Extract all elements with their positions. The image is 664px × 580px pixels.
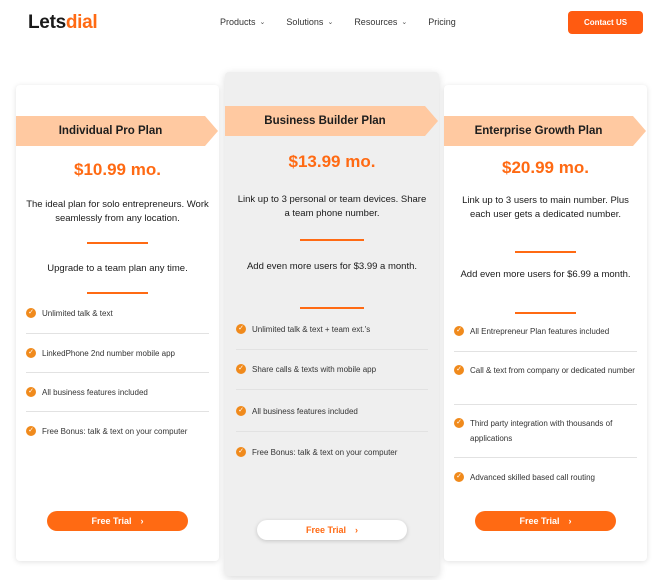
feature-item	[26, 306, 209, 321]
chevron-down-icon: ⌄	[259, 19, 266, 26]
plan-subtext: Upgrade to a team plan any time.	[47, 263, 188, 274]
free-trial-label: Free Trial	[305, 525, 347, 535]
feature-item	[454, 416, 637, 446]
feature-text: Third party integration with thousands of applications	[470, 419, 613, 443]
feature-item	[454, 363, 637, 378]
check-circle-icon: ✓	[236, 364, 246, 374]
free-trial-button[interactable]	[257, 520, 407, 540]
check-circle-icon: ✓	[26, 308, 36, 318]
plan-description: Link up to 3 users to main number. Plus each user gets a dedicated number.	[462, 195, 629, 220]
plan-title: Business Builder Plan	[225, 106, 425, 136]
feature-item	[26, 385, 209, 400]
plan-subtext: Add even more users for $6.99 a month.	[460, 269, 631, 280]
feature-divider	[454, 351, 637, 352]
feature-item	[236, 445, 428, 460]
check-circle-icon: ✓	[236, 324, 246, 334]
feature-text: Advanced skilled based call routing	[470, 473, 595, 482]
check-circle-icon: ✓	[454, 472, 464, 482]
feature-text: All business features included	[252, 407, 358, 416]
divider	[300, 307, 364, 309]
plan-card-enterprise-growth	[444, 85, 647, 561]
feature-divider	[454, 404, 637, 405]
feature-item	[26, 346, 209, 361]
chevron-right-icon: ›	[140, 516, 144, 526]
logo-text-dial: dial	[65, 12, 98, 33]
feature-text: All Entrepreneur Plan features included	[470, 327, 610, 336]
free-trial-label: Free Trial	[519, 516, 560, 526]
check-circle-icon: ✓	[454, 326, 464, 336]
plan-price: $13.99 mo.	[288, 152, 376, 171]
free-trial-label: Free Trial	[91, 516, 132, 526]
chevron-right-icon: ›	[355, 525, 359, 535]
chevron-down-icon: ⌄	[327, 19, 334, 26]
plan-description: The ideal plan for solo entrepreneurs. Work seamlessly from any location.	[26, 199, 209, 224]
check-circle-icon: ✓	[26, 387, 36, 397]
nav-solutions[interactable]	[286, 17, 333, 27]
check-circle-icon: ✓	[26, 348, 36, 358]
feature-item	[26, 424, 209, 439]
nav-resources[interactable]	[354, 17, 407, 27]
feature-text: All business features included	[42, 388, 148, 397]
check-circle-icon: ✓	[236, 447, 246, 457]
feature-item	[236, 404, 428, 419]
check-circle-icon: ✓	[454, 365, 464, 375]
chevron-down-icon: ⌄	[401, 19, 408, 26]
chevron-right-icon: ›	[568, 516, 572, 526]
plan-subtext: Add even more users for $3.99 a month.	[246, 261, 418, 272]
divider	[300, 239, 364, 241]
nav-resources-label: Resources	[354, 17, 398, 27]
free-trial-button[interactable]	[475, 511, 616, 531]
divider	[87, 292, 148, 294]
logo-text-lets: Lets	[28, 12, 66, 33]
plan-price: $20.99 mo.	[502, 158, 589, 177]
plan-card-business-builder	[225, 72, 439, 576]
feature-text: Share calls & texts with mobile app	[252, 365, 377, 374]
feature-divider	[236, 349, 428, 350]
feature-item	[454, 470, 637, 485]
feature-divider	[26, 333, 209, 334]
feature-divider	[26, 372, 209, 373]
check-circle-icon: ✓	[26, 426, 36, 436]
feature-divider	[236, 431, 428, 432]
letsdial-logo[interactable]	[28, 12, 97, 34]
free-trial-button[interactable]	[47, 511, 188, 531]
feature-text: Unlimited talk & text + team ext.'s	[252, 325, 371, 334]
feature-item	[454, 324, 637, 339]
feature-text: Free Bonus: talk & text on your computer	[252, 448, 398, 457]
feature-text: Call & text from company or dedicated number	[470, 366, 635, 375]
plan-title: Enterprise Growth Plan	[444, 116, 633, 146]
main-nav	[220, 17, 477, 27]
divider	[87, 242, 148, 244]
feature-item	[236, 362, 428, 377]
check-circle-icon: ✓	[236, 406, 246, 416]
feature-text: LinkedPhone 2nd number mobile app	[42, 349, 175, 358]
nav-solutions-label: Solutions	[286, 17, 324, 27]
contact-us-button[interactable]: Contact US	[568, 11, 643, 34]
feature-text: Free Bonus: talk & text on your computer	[42, 427, 188, 436]
feature-divider	[236, 389, 428, 390]
feature-divider	[26, 411, 209, 412]
nav-pricing[interactable]	[428, 17, 456, 27]
feature-divider	[454, 457, 637, 458]
feature-text: Unlimited talk & text	[42, 309, 113, 318]
divider	[515, 251, 576, 253]
feature-item	[236, 322, 428, 337]
plan-description: Link up to 3 personal or team devices. Share a team phone number.	[237, 194, 427, 219]
site-header	[0, 0, 664, 46]
divider	[515, 312, 576, 314]
check-circle-icon: ✓	[454, 418, 464, 428]
nav-products-label: Products	[220, 17, 256, 27]
nav-products[interactable]	[220, 17, 265, 27]
plan-title: Individual Pro Plan	[16, 116, 205, 146]
plan-card-individual-pro	[16, 85, 219, 561]
nav-pricing-label: Pricing	[428, 17, 456, 27]
plan-price: $10.99 mo.	[74, 160, 161, 179]
